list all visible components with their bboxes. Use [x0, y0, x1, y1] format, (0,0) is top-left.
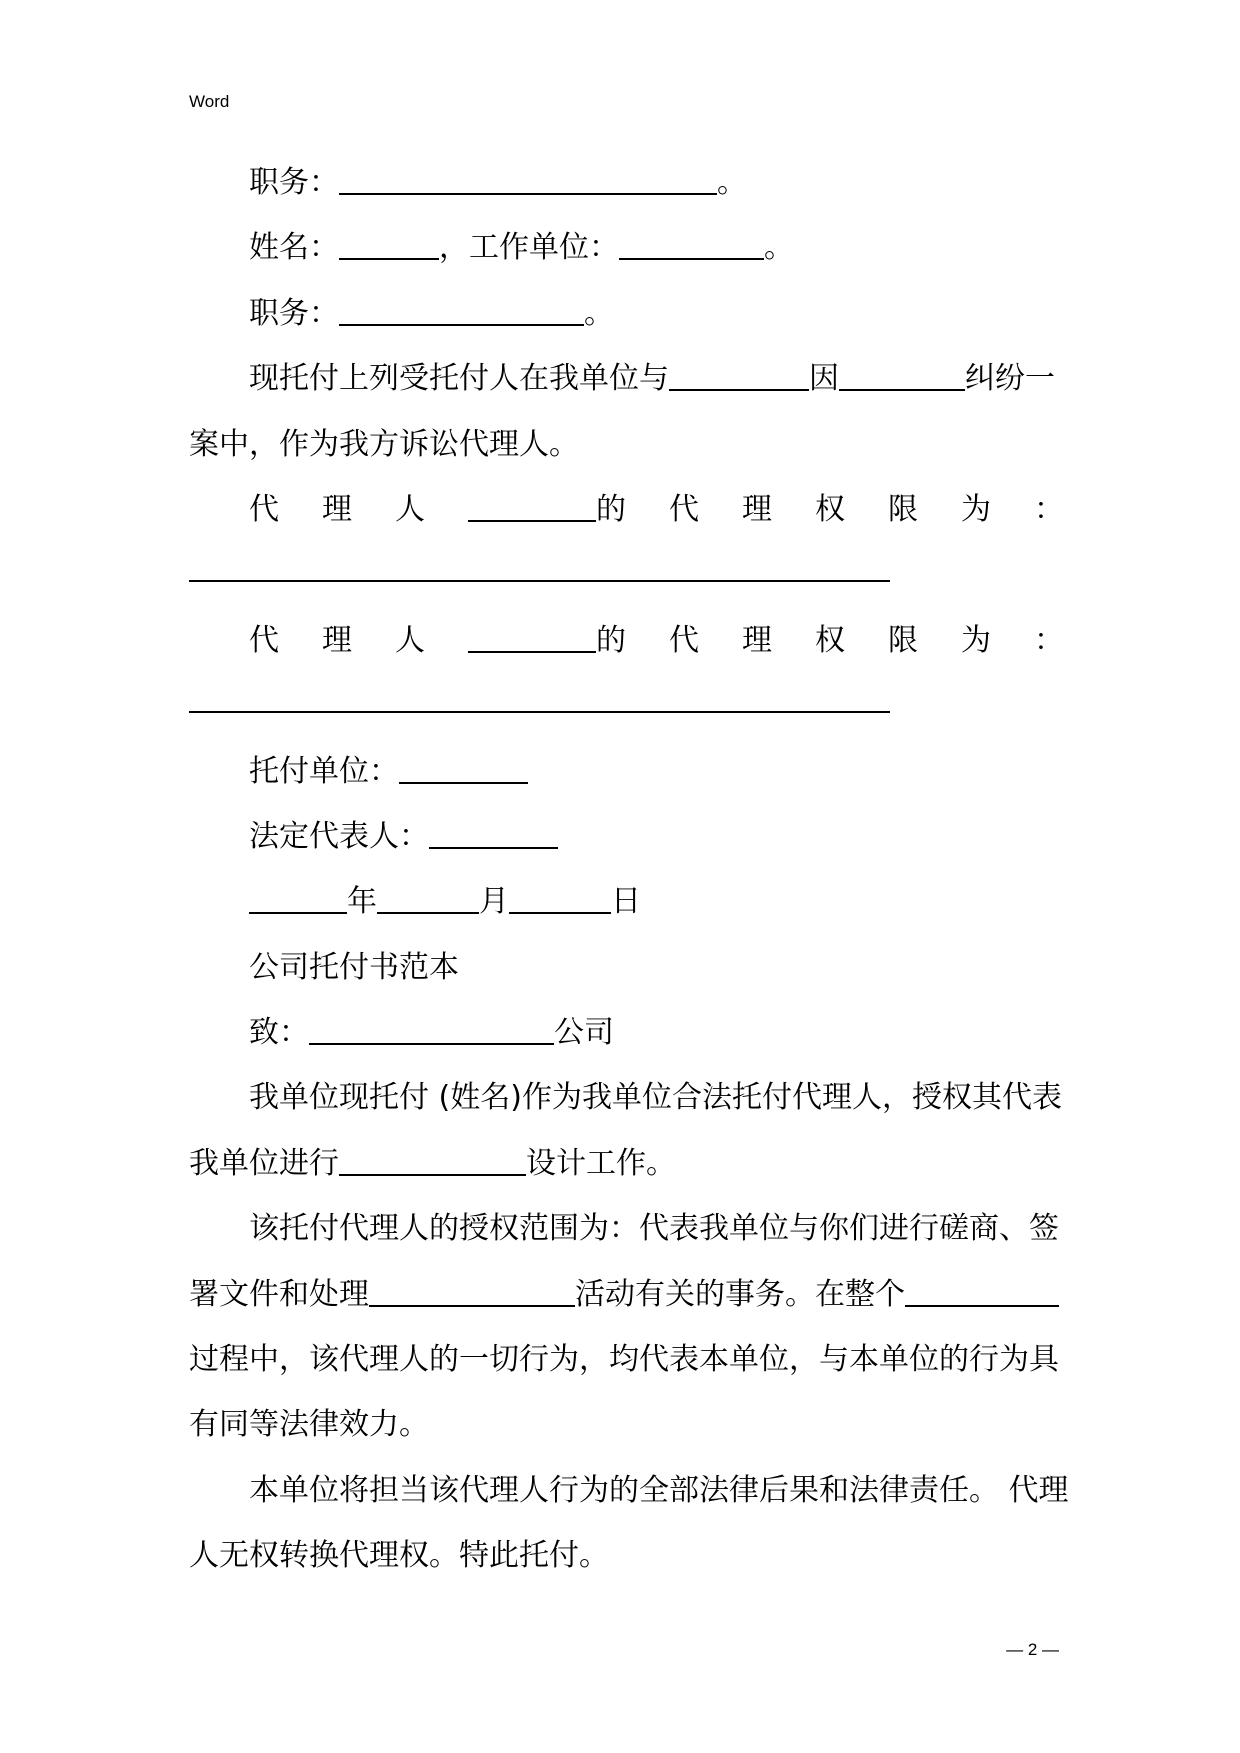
scope-lead: 署文件和处理 [189, 1276, 369, 1312]
year-blank [249, 912, 347, 914]
day-label: 日 [611, 884, 641, 920]
appointment-line-2 [189, 1131, 1059, 1196]
day-blank [509, 912, 611, 914]
legal-representative-label: 法定代表人： [249, 818, 429, 854]
entrustment-lead: 现托付上列受托付人在我单位与 [249, 361, 669, 397]
entrustment-line-2 [189, 412, 1059, 477]
scope-line-4 [189, 1392, 1059, 1457]
template-title [189, 935, 1059, 1000]
name-blank [339, 258, 439, 260]
scope-label: 的代理权限为： [596, 491, 1107, 527]
dispute-blank [839, 389, 965, 391]
entrusting-unit-blank [399, 782, 528, 784]
scope-mid: 活动有关的事务。在整个 [575, 1276, 905, 1312]
entrusting-unit-label: 托付单位： [249, 753, 399, 789]
position-blank [339, 193, 717, 195]
month-label: 月 [479, 884, 509, 920]
entrustment-tail: 纠纷一 [965, 361, 1055, 397]
process-blank [905, 1305, 1059, 1307]
scope-label: 的代理权限为： [596, 622, 1107, 658]
scope-blank [189, 711, 890, 713]
counterparty-blank [669, 389, 809, 391]
scope-text: 过程中，该代理人的一切行为，均代表本单位，与本单位的行为具 [189, 1342, 1059, 1378]
appointment-line-1 [189, 1065, 1062, 1130]
employer-blank [619, 258, 764, 260]
entrustment-line-1 [189, 346, 1059, 411]
entrustment-text: 案中，作为我方诉讼代理人。 [189, 426, 579, 462]
scope-blank [189, 580, 890, 582]
liability-line-2 [189, 1523, 1059, 1588]
employer-label: ，工作单位： [439, 230, 619, 266]
legal-representative-blank [429, 847, 558, 849]
scope-text: 有同等法律效力。 [189, 1407, 429, 1443]
entrusting-unit-line [189, 739, 1059, 804]
position-blank [339, 324, 584, 326]
end-mark: 。 [717, 165, 747, 200]
appointment-tail: 设计工作。 [526, 1145, 676, 1181]
agent-name-blank [468, 520, 596, 522]
activity-blank [369, 1305, 575, 1307]
header-label: Word [189, 92, 230, 111]
position-label: 职务： [249, 165, 339, 200]
name-label: 姓名： [249, 230, 339, 266]
appointment-lead: 我单位进行 [189, 1145, 339, 1181]
year-label: 年 [347, 884, 377, 920]
agent-name-blank [468, 651, 596, 653]
authority-scope-line-2 [189, 608, 1107, 673]
agent-position-line [189, 281, 1059, 346]
authority-scope-blank-line-1 [189, 542, 1059, 607]
appointment-text: 我单位现托付 (姓名)作为我单位合法托付代理人，授权其代表 [249, 1080, 1062, 1116]
scope-line-2 [189, 1262, 1059, 1327]
scope-line-3 [189, 1327, 1059, 1392]
agent-name-employer-line [189, 215, 1059, 280]
scope-line-1 [189, 1196, 1059, 1261]
month-blank [377, 912, 479, 914]
end-mark: 。 [764, 230, 794, 266]
template-title-text: 公司托付书范本 [249, 949, 459, 985]
agent-label: 代理人 [249, 622, 468, 658]
date-line [189, 869, 1059, 934]
addressee-blank [309, 1043, 554, 1045]
document-body [189, 150, 1107, 1589]
previous-agent-position-line [189, 150, 1059, 215]
liability-text: 本单位将担当该代理人行为的全部法律后果和法律责任。 代理 [249, 1472, 1069, 1508]
liability-line-1 [189, 1458, 1069, 1523]
end-mark: 。 [584, 295, 614, 331]
addressee-prefix: 致： [249, 1015, 309, 1051]
entrustment-cause: 因 [809, 361, 839, 397]
scope-text: 该托付代理人的授权范围为：代表我单位与你们进行磋商、签 [249, 1211, 1059, 1247]
liability-text: 人无权转换代理权。特此托付。 [189, 1538, 609, 1574]
page-number: — 2 — [1006, 1640, 1059, 1659]
authority-scope-blank-line-2 [189, 673, 1059, 738]
addressee-suffix: 公司 [554, 1015, 614, 1051]
authority-scope-line-1 [189, 477, 1107, 542]
position-label: 职务： [249, 295, 339, 331]
legal-representative-line [189, 804, 1059, 869]
project-blank [339, 1174, 526, 1176]
agent-label: 代理人 [249, 491, 468, 527]
addressee-line [189, 1000, 1059, 1065]
